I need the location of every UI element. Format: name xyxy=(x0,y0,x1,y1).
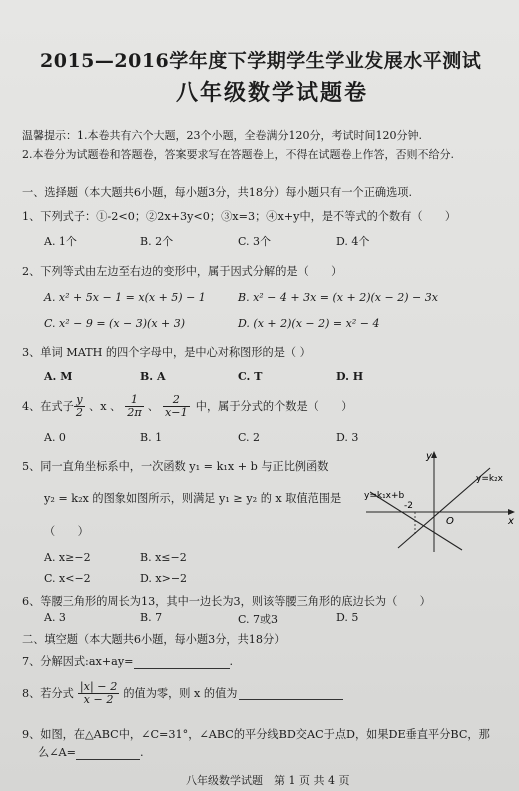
notice-line-2: 2.本卷分为试题卷和答题卷，答案要求写在答题卷上，不得在试题卷上作答，否则不给分. xyxy=(22,148,454,161)
q9-stem: 么∠A= xyxy=(38,746,77,759)
q6-option-d: D. 5 xyxy=(336,611,359,624)
question-5-stem-line-1: 5、同一直角坐标系中，一次函数 y₁ = k₁x + b 与正比例函数 xyxy=(22,460,329,473)
q2-option-c: C. x² − 9 = (x − 3)(x + 3) xyxy=(44,317,186,330)
q5-option-d: D. x>−2 xyxy=(140,572,188,585)
q4-fraction-1: $\frac{y}{2}$ xyxy=(75,392,83,419)
q6-option-b: B. 7 xyxy=(140,611,163,624)
q1-option-a: A. 1个 xyxy=(44,235,77,248)
question-8 xyxy=(22,677,343,709)
q1-option-c: C. 3个 xyxy=(238,235,272,248)
q5-option-c: C. x<−2 xyxy=(44,572,91,585)
q5-option-b: B. x≤−2 xyxy=(140,551,187,564)
question-5-stem-line-3: （ ） xyxy=(44,525,89,538)
q7-stem: 7、分解因式:ax+ay= xyxy=(22,655,134,668)
origin-label: O xyxy=(446,516,454,527)
tick-label-minus-2: -2 xyxy=(404,501,413,511)
q3-option-b: B. A xyxy=(140,370,166,383)
q9-end: . xyxy=(140,746,144,759)
q8-stem-pre: 8、若分式 xyxy=(22,687,74,700)
q8-stem-post: 的值为零，则 x 的值为 xyxy=(123,687,238,700)
question-7 xyxy=(22,653,233,669)
q3-option-a: A. M xyxy=(44,370,73,383)
question-9-line-2 xyxy=(38,744,144,760)
q3-option-d: D. H xyxy=(336,370,364,383)
q2-option-b: B. x² − 4 + 3x = (x + 2)(x − 2) − 3x xyxy=(238,291,438,304)
question-3-stem: 3、单词 MATH 的四个字母中，是中心对称图形的是（ ） xyxy=(22,346,311,359)
q6-option-c: C. 7或3 xyxy=(238,613,279,626)
line-label-y1: y=k₁x+b xyxy=(364,491,405,501)
q8-answer-blank xyxy=(239,686,343,700)
exam-subtitle: 八年级数学试题卷 xyxy=(176,80,369,106)
q1-option-b: B. 2个 xyxy=(140,235,174,248)
exam-title: 2015—2016学年度下学期学生学业发展水平测试 xyxy=(40,50,482,72)
q5-graph-figure xyxy=(362,448,518,556)
q3-option-c: C. T xyxy=(238,370,263,383)
question-2-stem: 2、下列等式由左边至右边的变形中，属于因式分解的是（ ） xyxy=(22,265,343,278)
q1-option-d: D. 4个 xyxy=(336,235,370,248)
q9-answer-blank xyxy=(76,746,140,760)
line-label-y2: y=k₂x xyxy=(476,474,504,484)
notice-line-1: 温馨提示：1.本卷共有六个大题，23个小题，全卷满分120分，考试时间120分钟. xyxy=(22,129,422,142)
q4-fraction-3: $\frac{2}{x-1}$ xyxy=(164,392,188,419)
question-5-stem-line-2: y₂ = k₂x 的图象如图所示，则满足 y₁ ≥ y₂ 的 x 取值范围是 xyxy=(44,492,342,505)
x-axis-label: x xyxy=(508,516,514,527)
q4-separator: 、x 、 xyxy=(89,400,122,413)
q4-option-b: B. 1 xyxy=(140,431,163,444)
page-footer: 八年级数学试题 第 1 页 共 4 页 xyxy=(186,774,350,787)
question-6-stem: 6、等腰三角形的周长为13，其中一边长为3，则该等腰三角形的底边长为（ ） xyxy=(22,595,431,608)
question-1-stem: 1、下列式子：①-2<0；②2x+3y<0；③x=3；④x+y中，是不等式的个数有（ ） xyxy=(22,210,457,223)
q4-fraction-2: $\frac{1}{2\pi}$ xyxy=(127,392,142,419)
question-4-stem xyxy=(22,388,352,424)
q7-end: . xyxy=(229,655,234,668)
y-axis-label: y xyxy=(426,451,432,462)
q4-comma: 、 xyxy=(147,400,159,413)
x-axis-arrow xyxy=(508,509,515,515)
q4-stem-pre: 4、在式子 xyxy=(22,400,74,413)
q4-option-d: D. 3 xyxy=(336,431,359,444)
question-9-line-1: 9、如图，在△ABC中，∠C=31°，∠ABC的平分线BD交AC于点D，如果DE垂直平分BC，那 xyxy=(22,728,490,741)
q2-option-a: A. x² + 5x − 1 = x(x + 5) − 1 xyxy=(44,291,206,304)
section-1-heading: 一、选择题（本大题共6小题，每小题3分，共18分）每小题只有一个正确选项. xyxy=(22,186,413,199)
q6-option-a: A. 3 xyxy=(44,611,66,624)
q2-option-d: D. (x + 2)(x − 2) = x² − 4 xyxy=(238,317,380,330)
section-2-heading: 二、填空题（本大题共6小题，每小题3分，共18分） xyxy=(22,633,286,646)
q5-option-a: A. x≥−2 xyxy=(44,551,91,564)
q4-option-c: C. 2 xyxy=(238,431,261,444)
q4-option-a: A. 0 xyxy=(44,431,66,444)
q4-stem-post: 中，属于分式的个数是（ ） xyxy=(195,400,353,413)
q7-answer-blank xyxy=(134,655,230,669)
q8-fraction: $\frac{|x| - 2}{x - 2}$ xyxy=(79,679,118,706)
